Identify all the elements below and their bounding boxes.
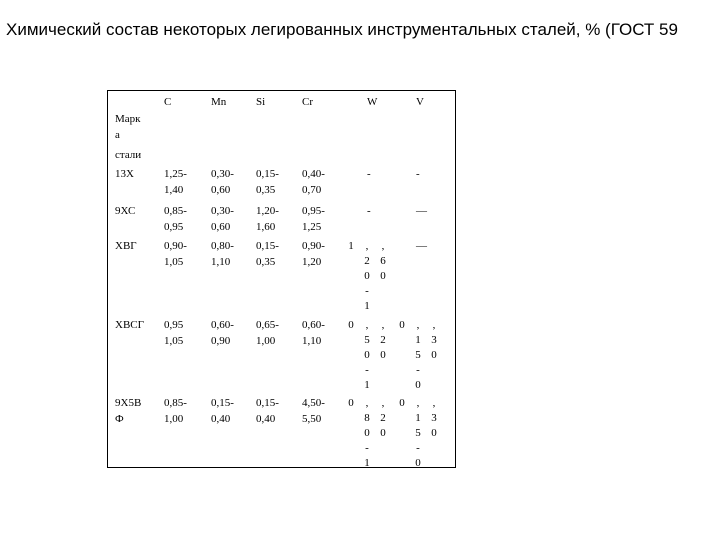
row-5-w-char: - [365,442,369,454]
row-3-v: — [416,240,427,252]
row-4-v-char: - [416,364,420,376]
row-5-w-char: 0 [380,427,386,439]
row-4-w-char: 1 [364,379,370,391]
row-2-si: 1,20- 1,60 [256,205,279,233]
row-3-mn: 0,80- 1,10 [211,240,234,268]
row-3-w-char: , [365,240,369,252]
header-grade-line1: Марк [115,113,141,125]
row-2-mn: 0,30- 0,60 [211,205,234,233]
header-c: C [164,96,172,108]
row-4-v-char: 3 [431,334,437,346]
row-2-v: — [416,205,427,217]
row-3-w-char: 1 [364,300,370,312]
row-2-w: - [367,205,371,217]
row-5-w-char: 0 [348,397,354,409]
row-2-grade: 9ХС [115,205,136,217]
page-title: Химический состав некоторых легированных инструментальных сталей, % (ГОСТ 59 [6,20,678,39]
row-5-w-char: 2 [380,412,386,424]
header-grade-line2: а [115,129,120,141]
row-5-v-char: 5 [415,427,421,439]
row-5-v-char: 1 [415,412,421,424]
row-4-si: 0,65- 1,00 [256,319,279,347]
row-3-w-char: , [381,240,385,252]
row-5-w-char: 0 [364,427,370,439]
row-4-w-char: - [365,364,369,376]
row-5-w-char: , [381,397,385,409]
row-5-c: 0,85- 1,00 [164,397,187,425]
row-3-cr: 0,90- 1,20 [302,240,325,268]
header-cr: Cr [302,96,313,108]
row-3-grade: ХВГ [115,240,137,252]
row-1-c: 1,25- 1,40 [164,168,187,196]
row-5-v-char: 0 [399,397,405,409]
row-4-w-char: , [365,319,369,331]
row-1-mn: 0,30- 0,60 [211,168,234,196]
row-3-w-char: 0 [364,270,370,282]
row-5-w-char: 8 [364,412,370,424]
row-5-v-char: 0 [431,427,437,439]
row-4-v-char: 1 [415,334,421,346]
row-1-si: 0,15- 0,35 [256,168,279,196]
row-4-v-char: 0 [415,379,421,391]
composition-table [107,90,456,468]
row-3-w-char: - [365,285,369,297]
row-3-si: 0,15- 0,35 [256,240,279,268]
row-4-w-char: 2 [380,334,386,346]
row-2-cr: 0,95- 1,25 [302,205,325,233]
row-1-cr: 0,40- 0,70 [302,168,325,196]
row-1-grade: 13Х [115,168,134,180]
row-5-si: 0,15- 0,40 [256,397,279,425]
row-4-w-char: 0 [380,349,386,361]
row-4-w-char: , [381,319,385,331]
header-si: Si [256,96,266,108]
row-5-v-char: 0 [415,457,421,469]
row-3-w-char: 6 [380,255,386,267]
row-4-v-char: 5 [415,349,421,361]
row-4-w-char: 0 [348,319,354,331]
row-5-mn: 0,15- 0,40 [211,397,234,425]
row-3-w-char: 0 [380,270,386,282]
row-4-cr: 0,60- 1,10 [302,319,325,347]
row-3-w-char: 2 [364,255,370,267]
row-4-c: 0,95 1,05 [164,319,184,347]
header-grade-line3: стали [115,149,142,161]
row-5-w-char: 1 [364,457,370,469]
header-mn: Mn [211,96,227,108]
row-4-v-char: , [416,319,420,331]
row-3-w-char: 1 [348,240,354,252]
row-5-v-char: , [432,397,436,409]
row-1-w: - [367,168,371,180]
row-5-v-char: 3 [431,412,437,424]
row-5-cr: 4,50- 5,50 [302,397,325,425]
row-4-v-char: 0 [399,319,405,331]
row-4-w-char: 0 [364,349,370,361]
row-4-v-char: 0 [431,349,437,361]
row-5-grade: 9Х5В Ф [115,397,142,425]
header-v: V [416,96,424,108]
row-5-v-char: - [416,442,420,454]
row-4-w-char: 5 [364,334,370,346]
row-4-mn: 0,60- 0,90 [211,319,234,347]
header-w: W [367,96,378,108]
row-3-c: 0,90- 1,05 [164,240,187,268]
row-5-w-char: , [365,397,369,409]
row-4-grade: ХВСГ [115,319,144,331]
row-5-v-char: , [416,397,420,409]
row-4-v-char: , [432,319,436,331]
row-2-c: 0,85- 0,95 [164,205,187,233]
row-1-v: - [416,168,420,180]
